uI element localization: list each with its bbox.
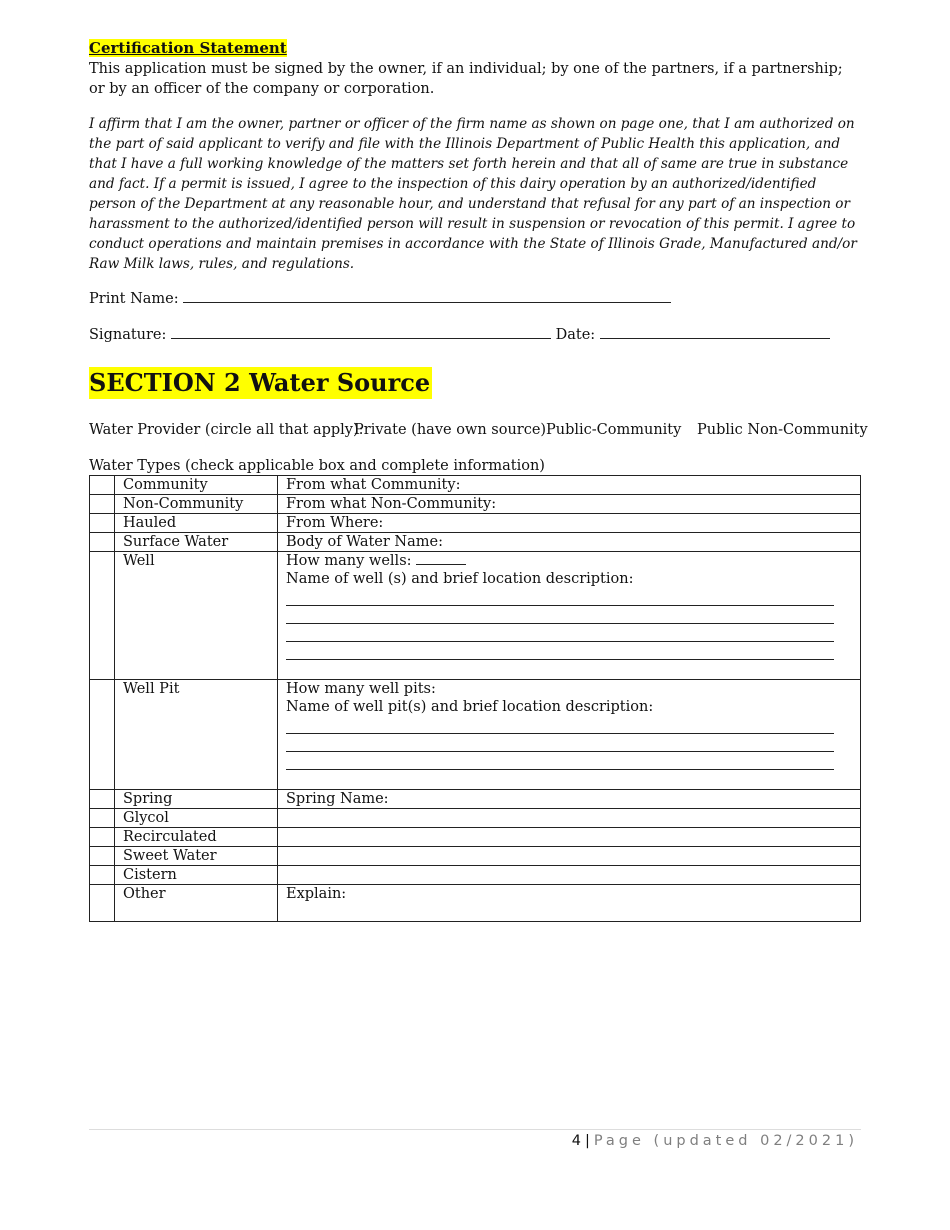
checkbox-cell[interactable] bbox=[90, 790, 115, 809]
provider-option-public-non-community[interactable]: Public Non-Community bbox=[697, 422, 868, 438]
affirmation-statement: I affirm that I am the owner, partner or officer of the firm name as shown on page one, that I am authorized on the part of said applicant to verify and file with the Illinois Department of Public Health this application, and that I have a full working knowledge of the matters set forth herein and that all of same are true in substance and fact. If a permit is issued, I agree to the inspection of this dairy operation by an authorized/identified person of the Department at any reasonable hour, and understand that refusal for any part of an inspection or harassment to the authorized/identified person will result in suspension or revocation of this permit. I agree to conduct operations and maintain premises in accordance with the State of Illinois Grade, Manufactured and/or Raw Milk laws, rules, and regulations. bbox=[89, 116, 857, 272]
water-provider-label: Water Provider (circle all that apply): bbox=[89, 422, 364, 438]
water-type-name: Well Pit bbox=[115, 680, 278, 790]
well-description-line[interactable] bbox=[286, 606, 834, 624]
water-type-name: Sweet Water bbox=[115, 847, 278, 866]
water-type-name: Glycol bbox=[115, 809, 278, 828]
water-type-name: Non-Community bbox=[115, 495, 278, 514]
water-type-info[interactable] bbox=[278, 866, 861, 885]
water-type-info[interactable]: Body of Water Name: bbox=[278, 533, 861, 552]
checkbox-cell[interactable] bbox=[90, 828, 115, 847]
well-pit-description-line[interactable] bbox=[286, 752, 834, 770]
page-footer bbox=[572, 1133, 858, 1149]
print-name-row bbox=[89, 289, 861, 309]
water-type-name: Spring bbox=[115, 790, 278, 809]
signature-row bbox=[89, 325, 861, 345]
date-label: Date: bbox=[555, 327, 596, 343]
water-type-info-cell[interactable] bbox=[278, 552, 861, 680]
checkbox-cell[interactable] bbox=[90, 533, 115, 552]
checkbox-cell[interactable] bbox=[90, 514, 115, 533]
section-2-title: SECTION 2 Water Source bbox=[89, 368, 431, 397]
table-row bbox=[90, 680, 861, 790]
table-row bbox=[90, 828, 861, 847]
checkbox-cell[interactable] bbox=[90, 680, 115, 790]
water-type-info[interactable]: From what Non-Community: bbox=[278, 495, 861, 514]
water-type-info[interactable] bbox=[278, 809, 861, 828]
well-description-line[interactable] bbox=[286, 624, 834, 642]
water-types-table bbox=[89, 475, 861, 922]
water-type-info[interactable] bbox=[278, 847, 861, 866]
water-type-name: Cistern bbox=[115, 866, 278, 885]
checkbox-cell[interactable] bbox=[90, 847, 115, 866]
water-type-info[interactable] bbox=[278, 828, 861, 847]
water-type-info-cell[interactable] bbox=[278, 680, 861, 790]
certification-section bbox=[89, 38, 861, 345]
checkbox-cell[interactable] bbox=[90, 809, 115, 828]
water-type-name: Other bbox=[115, 885, 278, 922]
certification-intro: This application must be signed by the owner, if an individual; by one of the partners, if a partnership; or by an officer of the company or corporation. bbox=[89, 61, 843, 97]
table-row bbox=[90, 866, 861, 885]
table-row bbox=[90, 552, 861, 680]
checkbox-cell[interactable] bbox=[90, 885, 115, 922]
well-count-label: How many wells: bbox=[286, 553, 412, 569]
table-row bbox=[90, 476, 861, 495]
footer-separator: | bbox=[584, 1133, 590, 1149]
page-number: 4 bbox=[571, 1133, 581, 1149]
table-row bbox=[90, 885, 861, 922]
page-updated-text: Page (updated 02/2021) bbox=[593, 1133, 858, 1149]
table-row bbox=[90, 809, 861, 828]
well-description-label: Name of well (s) and brief location description: bbox=[286, 571, 634, 587]
well-description-line[interactable] bbox=[286, 588, 834, 606]
water-type-info[interactable]: From Where: bbox=[278, 514, 861, 533]
well-count-line bbox=[286, 552, 860, 570]
table-row bbox=[90, 790, 861, 809]
signature-label: Signature: bbox=[89, 327, 167, 343]
well-description-line[interactable] bbox=[286, 642, 834, 660]
checkbox-cell[interactable] bbox=[90, 866, 115, 885]
water-type-name: Recirculated bbox=[115, 828, 278, 847]
print-name-field[interactable] bbox=[183, 290, 671, 303]
print-name-label: Print Name: bbox=[89, 291, 179, 307]
signature-field[interactable] bbox=[171, 326, 551, 339]
water-type-name: Well bbox=[115, 552, 278, 680]
water-type-info[interactable]: Spring Name: bbox=[278, 790, 861, 809]
table-row bbox=[90, 847, 861, 866]
well-count-field[interactable] bbox=[416, 552, 466, 565]
table-row bbox=[90, 533, 861, 552]
checkbox-cell[interactable] bbox=[90, 476, 115, 495]
checkbox-cell[interactable] bbox=[90, 552, 115, 680]
provider-option-public-community[interactable]: Public-Community bbox=[546, 422, 682, 438]
water-type-name: Surface Water bbox=[115, 533, 278, 552]
water-type-name: Community bbox=[115, 476, 278, 495]
checkbox-cell[interactable] bbox=[90, 495, 115, 514]
water-type-info[interactable]: Explain: bbox=[278, 885, 861, 922]
water-type-name: Hauled bbox=[115, 514, 278, 533]
water-types-label: Water Types (check applicable box and complete information) bbox=[89, 458, 545, 474]
footer-divider bbox=[89, 1129, 861, 1130]
date-field[interactable] bbox=[600, 326, 830, 339]
table-row bbox=[90, 514, 861, 533]
well-pit-count-label: How many well pits: bbox=[286, 681, 436, 697]
well-pit-description-line[interactable] bbox=[286, 716, 834, 734]
certification-title: Certification Statement bbox=[89, 39, 287, 57]
water-type-info[interactable]: From what Community: bbox=[278, 476, 861, 495]
well-pit-description-line[interactable] bbox=[286, 734, 834, 752]
provider-option-private[interactable]: Private (have own source) bbox=[354, 422, 547, 438]
well-pit-description-label: Name of well pit(s) and brief location description: bbox=[286, 699, 654, 715]
table-row bbox=[90, 495, 861, 514]
